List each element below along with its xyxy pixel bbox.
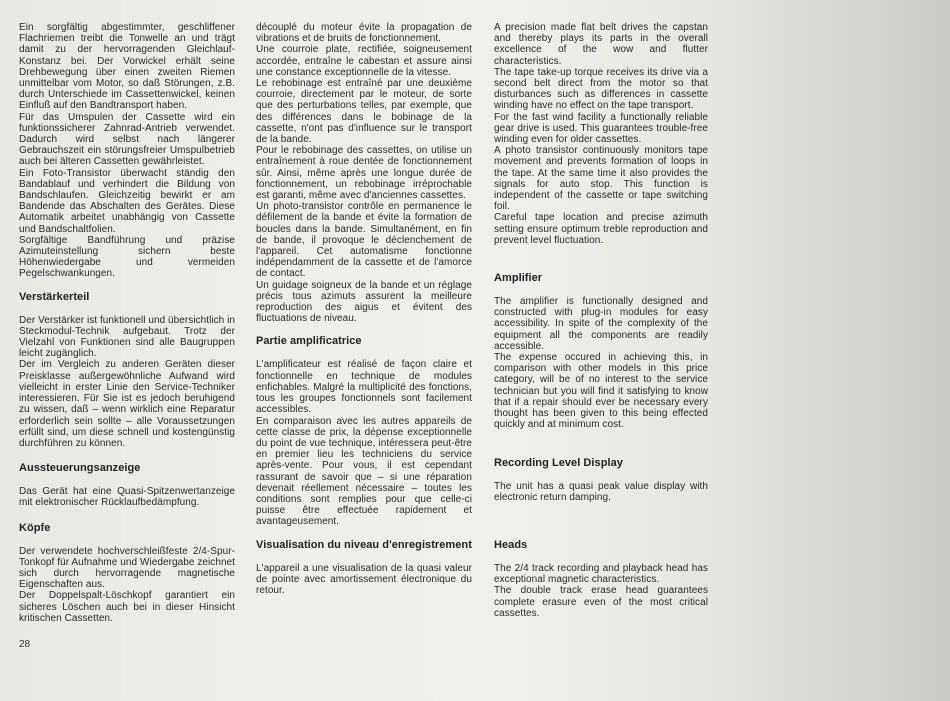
paragraph: The amplifier is functionally designed and constructed with plug-in modules for easy accessibility. In spite of the complexity of the equipment all the components are readily accessible.: [494, 296, 708, 352]
spacer: [256, 552, 472, 563]
paragraph: Für das Umspulen der Cassette wird ein funktionssicherer Zahnrad-Antrieb verwendet. Dadurch wird selbst nach längerer Gebrauchszeit ein störungsfreier Umspulbetrieb auch bei älteren Cassetten gewährleistet.: [19, 111, 235, 168]
spacer: [19, 449, 235, 462]
english-column: [494, 22, 708, 619]
paragraph: L'appareil a une visualisation de la quasi valeur de pointe avec amortissement électronique du retour.: [256, 562, 472, 596]
paragraph: Ein sorgfältig abgestimmter, geschliffener Flachriemen treibt die Tonwelle an und trägt damit zu der hervorragenden Gleichlauf-Konstanz bei. Der Vorwickel erhält seine Drehbewegung über einen zweiten Riemen unmittelbar vom Motor, so daß Störungen, z.B. durch Unterschiede im Cassettenwickel, keinen Einfluß auf den Bandtransport haben.: [19, 22, 235, 112]
paragraph: Une courroie plate, rectifiée, soigneusement accordée, entraîne le cabestan et assure ainsi une constance exceptionnelle de la vitesse.: [256, 44, 472, 78]
paragraph: Le rebobinage est entraîné par une deuxième courroie, directement par le moteur, de sorte que des perturbations telles, par exemple, que des différences dans le bobinage de la cassette, n'ont pas d'influence sur le transport de la bande.: [256, 78, 472, 146]
paragraph: Pour le rebobinage des cassettes, on utilise un entraînement à roue dentée de fonctionnement sûr. Ainsi, même après une longue durée de fonctionnement, un rebobinage irréprochable est garanti, même avec d'anciennes cassettes.: [256, 145, 472, 202]
paragraph: L'amplificateur est réalisé de façon claire et fonctionnelle en technique de modules enfichables. Malgré la multiplicité des fonctions, tous les groupes fonctionnels sont facilement accessibles.: [256, 359, 472, 416]
spacer: [494, 470, 708, 481]
spacer: [494, 503, 708, 539]
spacer: [494, 285, 708, 296]
section-heading-heads: Heads: [494, 538, 528, 551]
section-heading-amplifier: Amplifier: [494, 272, 543, 285]
paragraph: The 2/4 track recording and playback head has exceptional magnetic characteristics.: [494, 562, 708, 586]
spacer: [19, 509, 235, 522]
paragraph: découplé du moteur évite la propagation de vibrations et de bruits de fonctionnement.: [256, 22, 472, 45]
section-heading-amplifier: Partie amplificatrice: [256, 335, 362, 348]
paragraph: Sorgfältige Bandführung und präzise Azimuteinstellung sichern beste Höhenwiedergabe und vermeiden Pegelschwankungen.: [19, 234, 235, 280]
paragraph: A precision made flat belt drives the capstan and thereby plays its parts in the overall excellence of the wow and flutter characteristics.: [494, 22, 708, 67]
paragraph: Das Gerät hat eine Quasi-Spitzenwertanzeige mit elektronischer Rücklaufbedämpfung.: [19, 486, 235, 509]
french-column: [256, 22, 472, 596]
page-edge-shadow: [710, 0, 950, 701]
spacer: [256, 348, 472, 359]
spacer: [19, 475, 235, 486]
english-intro: [494, 22, 708, 246]
section-heading-level-display: Aussteuerungsanzeige: [19, 462, 141, 475]
paragraph: Un photo-transistor contrôle en permanence le défilement de la bande et évite la formation de boucles dans la bande. Simultanément, en fin de bande, il provoque le déclenchement de l'appareil. Cet automatisme fonctionne indépendamment de la cassette et de l'amorce de contact.: [256, 201, 472, 280]
section-heading-level-display: Visualisation du niveau d'enregistrement: [256, 538, 472, 551]
german-intro: [19, 22, 235, 280]
paragraph: Der Verstärker ist funktionell und übersichtlich in Steckmodul-Technik aufgebaut. Trotz der Vielzahl von Funktionen sind alle Baugruppen leicht zugänglich.: [19, 314, 235, 360]
spacer: [19, 304, 235, 315]
paragraph: The double track erase head guarantees complete erasure even of the most critical cassettes.: [494, 585, 708, 619]
spacer: [19, 280, 235, 291]
paragraph: Der im Vergleich zu anderen Geräten dieser Preisklasse außergewöhnliche Aufwand wird vielleicht in erster Linie den Service-Techniker interessieren. Für Sie ist es jedoch beruhigend zu wissen, daß – wenn wirklich eine Reparatur erforderlich sein sollte – alle Voraussetzungen erfüllt sind, um diese schnell und kostengünstig durchführen zu können.: [19, 359, 235, 449]
paragraph: Der Doppelspalt-Löschkopf garantiert ein sicheres Löschen auch bei in dieser Hinsicht kritischen Cassetten.: [19, 590, 235, 624]
paragraph: En comparaison avec les autres appareils de cette classe de prix, la dépense exceptionnelle du point de vue technique, intéressera peut-être en premier lieu les techniciens du service après-vente. Pour vous, il est cependant rassurant de savoir que – si une réparation devenait réellement nécessaire – toutes les conditions sont remplies pour que celle-ci puisse être effectuée rapidement et avantageusement.: [256, 415, 472, 528]
paragraph: Un guidage soigneux de la bande et un réglage précis tous azimuts assurent la meilleure reproduction des aigus et évitent des fluctuations de niveau.: [256, 279, 472, 325]
spacer: [19, 535, 235, 546]
page-number: 28: [19, 639, 31, 650]
german-column: [19, 22, 235, 624]
paragraph: Careful tape location and precise azimuth setting ensure optimum treble reproduction and prevent level fluctuation.: [494, 212, 708, 246]
section-heading-amplifier: Verstärkerteil: [19, 290, 90, 303]
french-intro: [256, 22, 472, 324]
spacer: [256, 324, 472, 335]
spacer: [494, 431, 708, 457]
paragraph: A photo transistor continuously monitors tape movement and prevents formation of loops in the tape. At the same time it also provides the signals for auto stop. This function is independent of the cassette or tape switching foil.: [494, 145, 708, 213]
section-heading-level-display: Recording Level Display: [494, 456, 623, 469]
paragraph: The unit has a quasi peak value display with electronic return damping.: [494, 480, 708, 503]
paragraph: Der verwendete hochverschleißfeste 2/4-Spur-Tonkopf für Aufnahme und Wiedergabe zeichnet sich durch hervorragende magnetische Eigenschaften aus.: [19, 545, 235, 591]
spacer: [256, 528, 472, 539]
paragraph: Ein Foto-Transistor überwacht ständig den Bandablauf und verhindert die Bildung von Bandschlaufen. Gleichzeitig bewirkt er am Bandende das Abschalten des Gerätes. Diese Automatik arbeitet unabhängig von Cassette und Bandschaltfolien.: [19, 167, 235, 235]
paragraph: The tape take-up torque receives its drive via a second belt direct from the motor so that disturbances such as differences in cassette winding have no effect on the tape transport.: [494, 66, 708, 112]
paragraph: The expense occured in achieving this, in comparison with other models in this price category, will be of no interest to the service technician but you will find it satisfying to know that if a repair should ever be necessary every thought has been given to this being effected quickly and at minimum cost.: [494, 352, 708, 431]
spacer: [494, 552, 708, 563]
paragraph: For the fast wind facility a functionally reliable gear drive is used. This guarantees trouble-free winding even for older cassettes.: [494, 111, 708, 146]
section-heading-heads: Köpfe: [19, 521, 51, 534]
spacer: [494, 246, 708, 272]
